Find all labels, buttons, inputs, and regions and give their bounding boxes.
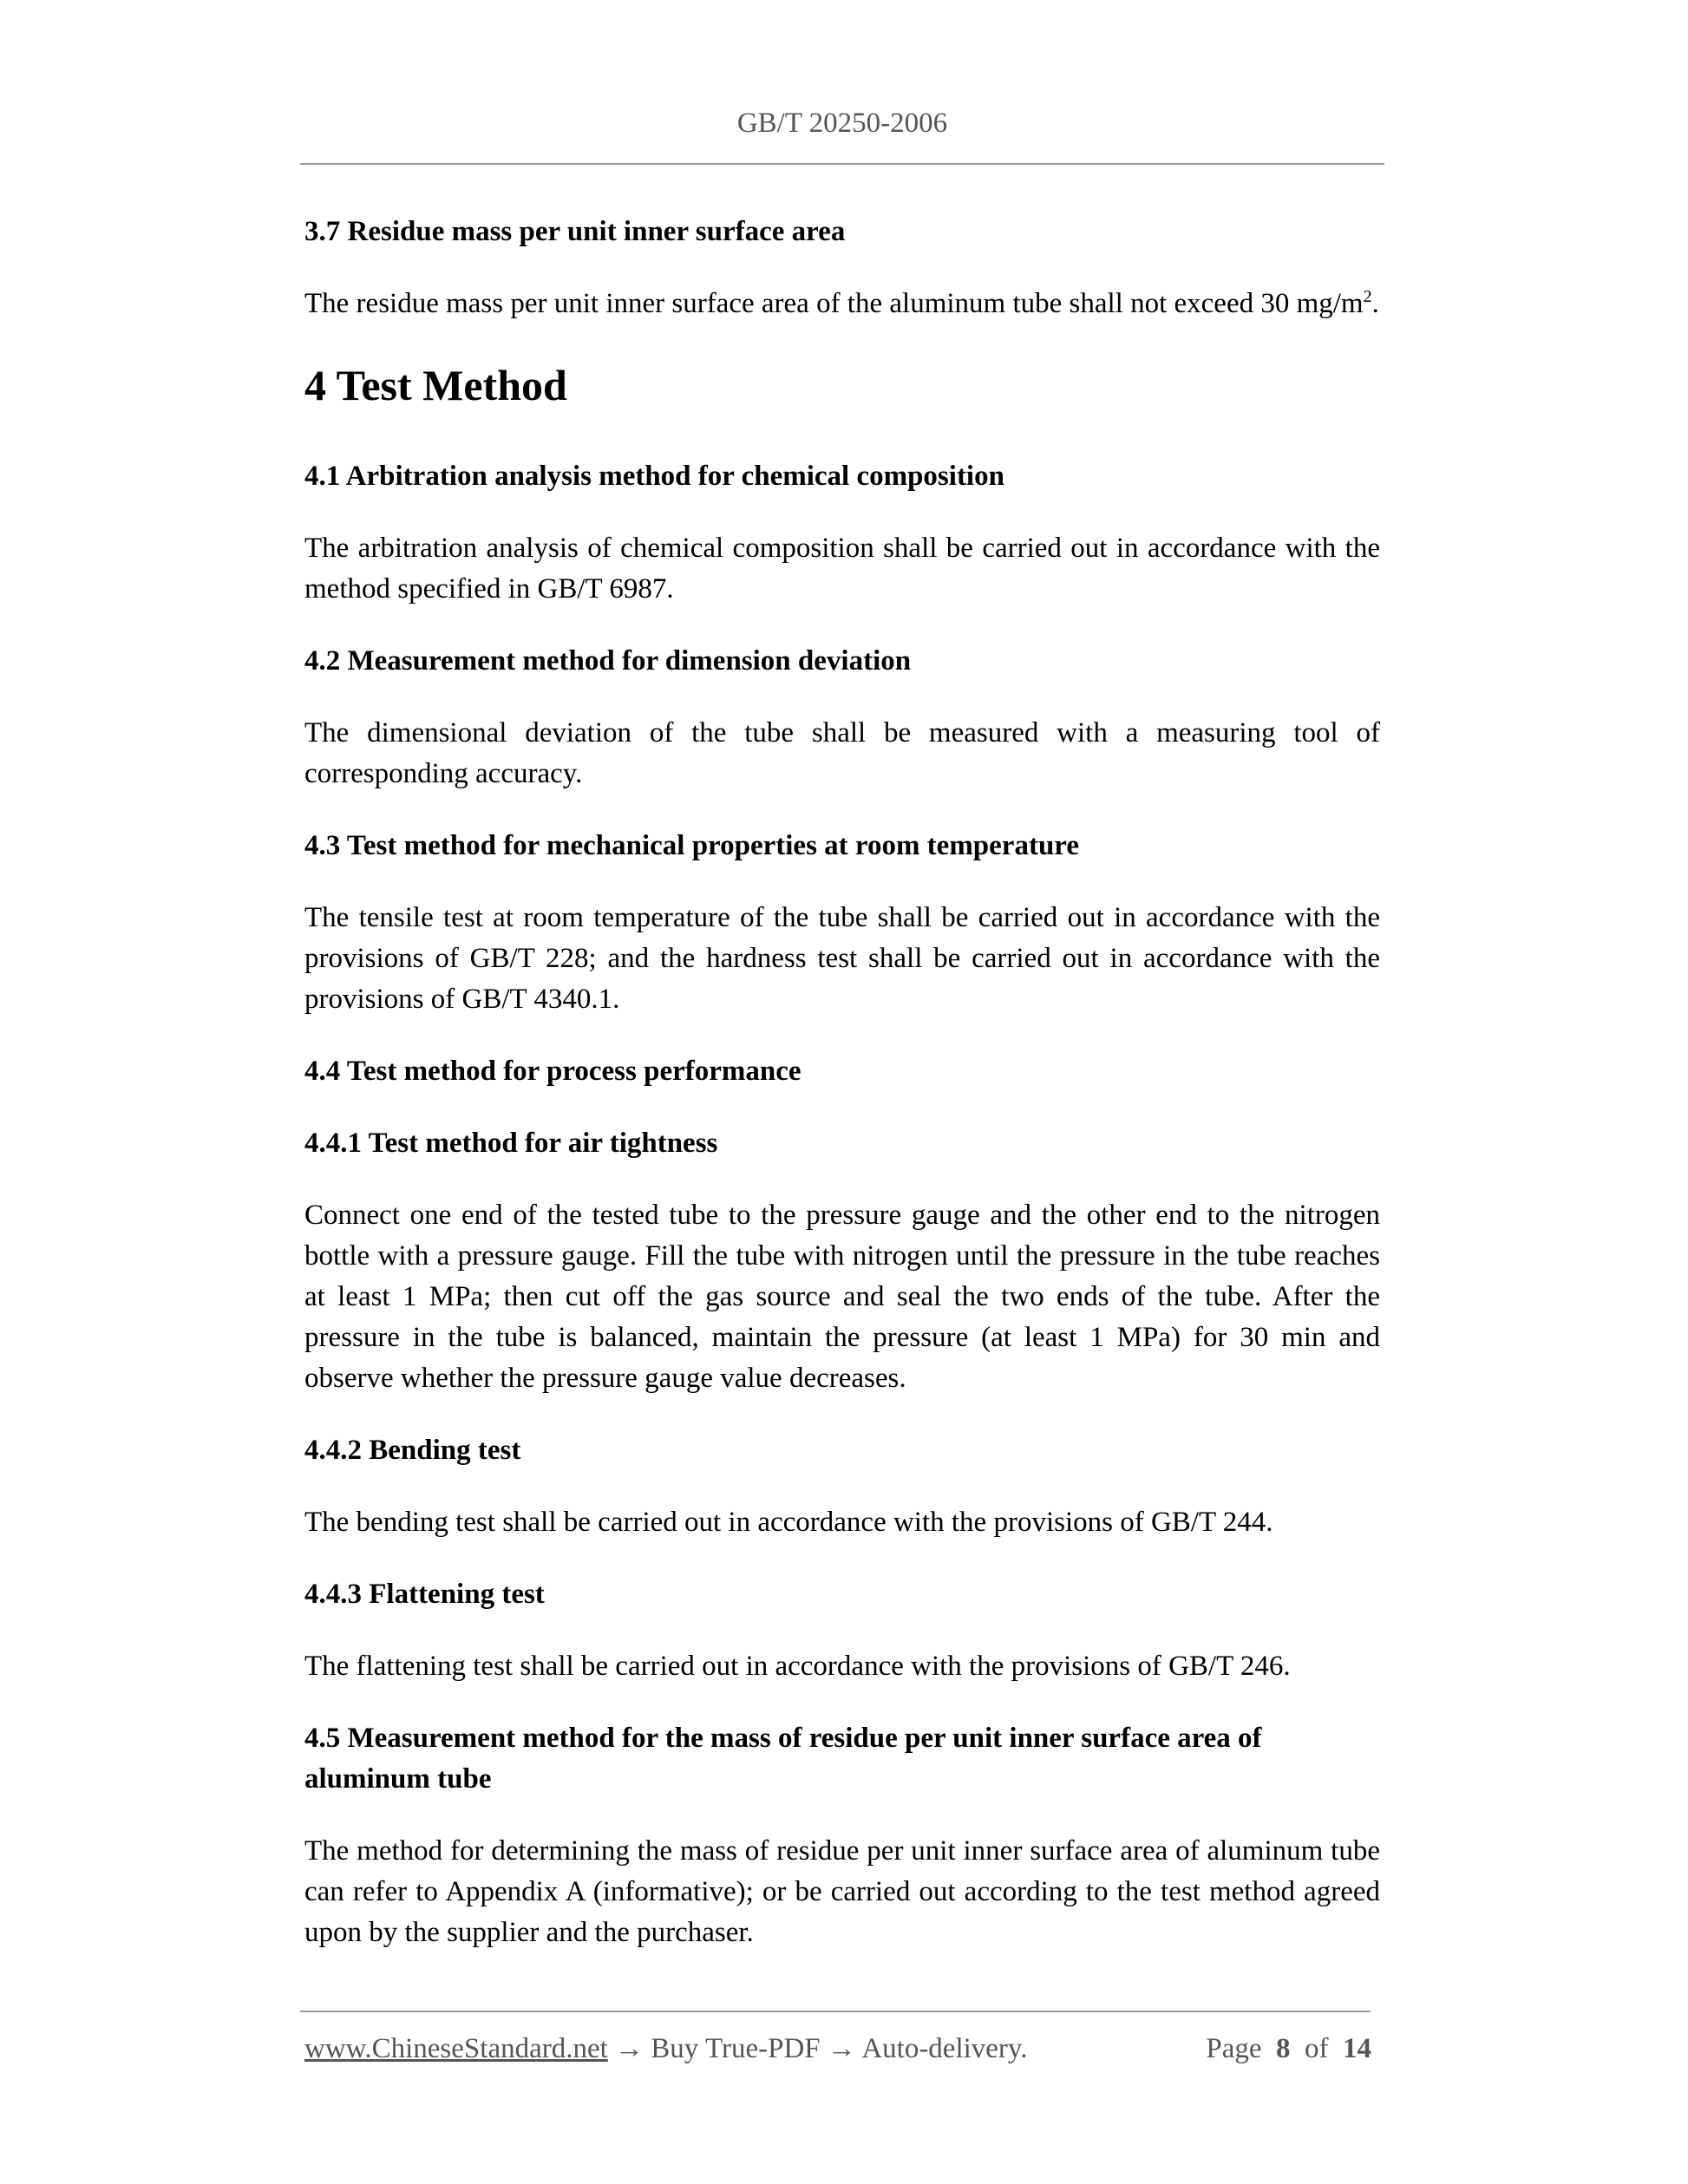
section-4-5-body: The method for determining the mass of residue per unit inner surface area of aluminum tube can refer to Appendix A (informative); or be carried out according to the test method agreed upon by the supplier and the purchaser. — [304, 1835, 1380, 1948]
arrow-right-icon: → — [827, 2033, 856, 2064]
section-4-4-heading: 4.4 Test method for process performance — [304, 1056, 801, 1087]
section-4-4-3-body: The flattening test shall be carried out in accordance with the provisions of GB/T 246. — [304, 1651, 1291, 1682]
superscript-2: 2 — [1363, 287, 1372, 306]
page-content — [304, 212, 1380, 1985]
section-4-4-2-body: The bending test shall be carried out in accordance with the provisions of GB/T 244. — [304, 1507, 1273, 1538]
section-4-5-heading: 4.5 Measurement method for the mass of residue per unit inner surface area of aluminum tube — [304, 1723, 1262, 1795]
website-link[interactable]: www.ChineseStandard.net — [304, 2033, 608, 2064]
section-4-3-heading: 4.3 Test method for mechanical properties at room temperature — [304, 830, 1079, 861]
section-4-1-body: The arbitration analysis of chemical composition shall be carried out in accordance with the method specified in GB/T 6987. — [304, 533, 1380, 605]
section-3-7-body — [304, 284, 1380, 324]
page-header: GB/T 20250-2006 — [736, 108, 948, 139]
section-3-7-body-end: . — [1371, 288, 1379, 319]
section-3-7-heading: 3.7 Residue mass per unit inner surface area — [304, 216, 846, 247]
page-total: 14 — [1343, 2033, 1371, 2064]
section-4-4-1-heading: 4.4.1 Test method for air tightness — [304, 1128, 718, 1159]
header-divider — [300, 163, 1384, 165]
footer-divider — [300, 2011, 1371, 2012]
section-3-7-body-text: The residue mass per unit inner surface area of the aluminum tube shall not exceed 30 mg/m — [304, 288, 1364, 319]
chapter-4-heading: 4 Test Method — [304, 361, 567, 409]
page-label: Page — [1206, 2033, 1262, 2064]
arrow-right-icon: → — [615, 2033, 644, 2064]
section-4-4-1-body: Connect one end of the tested tube to the pressure gauge and the other end to the nitrogen bottle with a pressure gauge. Fill the tube with nitrogen until the pressure in the tube reaches at least 1 MPa; then cut off the gas source and seal the two ends of the tube. After the pressure in the tube is balanced, maintain the pressure (at least 1 MPa) for 30 min and observe whether the pressure gauge value decreases. — [304, 1200, 1380, 1394]
buy-true-pdf-text: Buy True-PDF — [651, 2033, 821, 2064]
section-4-1-heading: 4.1 Arbitration analysis method for chemical composition — [304, 461, 1004, 492]
section-4-4-2-heading: 4.4.2 Bending test — [304, 1435, 521, 1466]
section-4-4-3-heading: 4.4.3 Flattening test — [304, 1579, 545, 1610]
auto-delivery-text: Auto-delivery. — [861, 2033, 1028, 2064]
section-4-3-body: The tensile test at room temperature of the tube shall be carried out in accordance with the provisions of GB/T 228; and the hardness test shall be carried out in accordance with the provisions of GB/T 4340.1. — [304, 902, 1380, 1015]
section-4-2-body: The dimensional deviation of the tube shall be measured with a measuring tool of corresponding accuracy. — [304, 717, 1380, 789]
page-of-label: of — [1305, 2033, 1329, 2064]
page-number — [1206, 2033, 1371, 2065]
section-4-2-heading: 4.2 Measurement method for dimension deviation — [304, 645, 912, 677]
footer-links — [304, 2033, 1028, 2065]
page-current: 8 — [1276, 2033, 1291, 2064]
